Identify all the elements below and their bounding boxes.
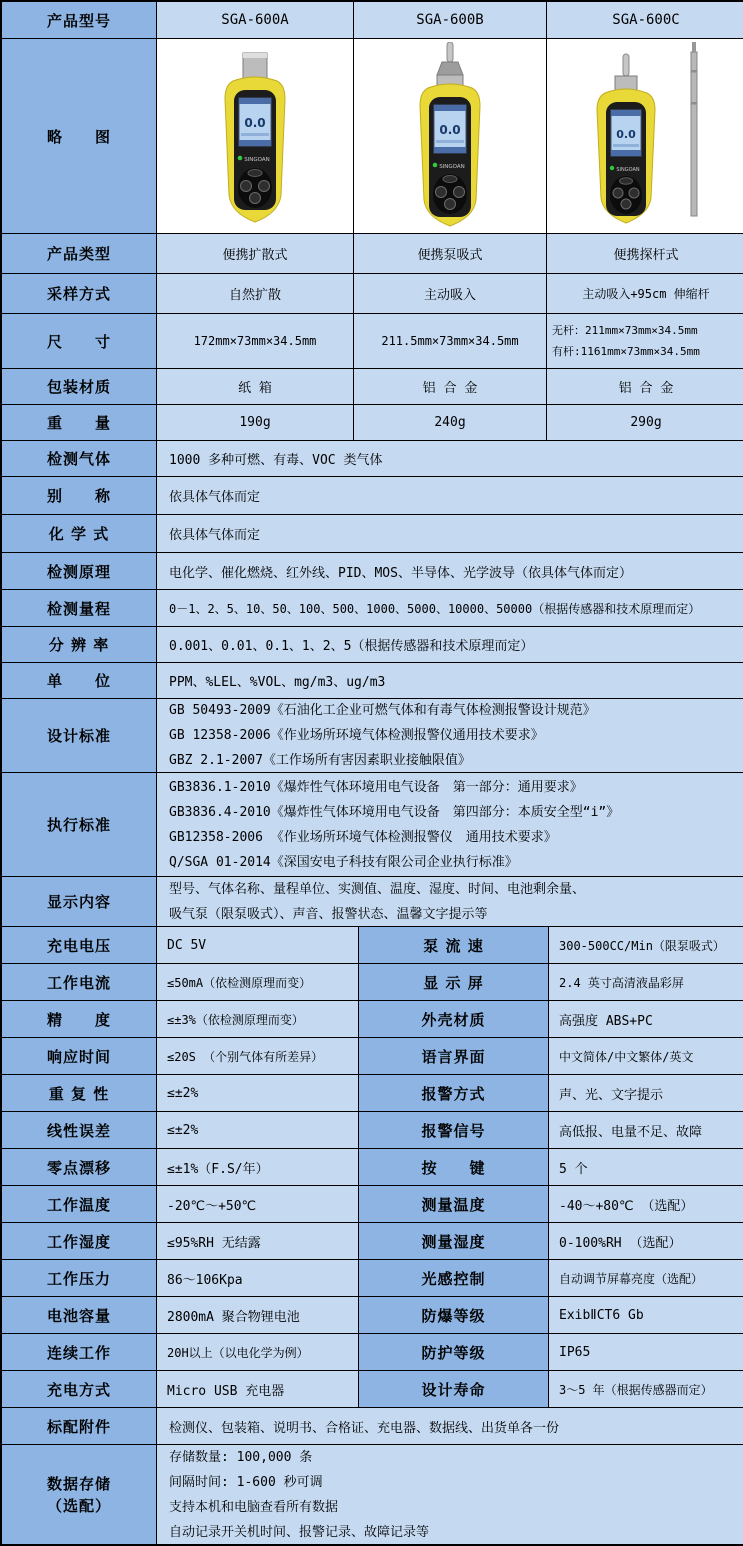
row-label: 分 辨 率 — [2, 627, 157, 662]
row-value-left: DC 5V — [157, 927, 359, 963]
row-design-standards — [2, 699, 741, 773]
row-response-time-language — [2, 1038, 741, 1075]
row-alias — [2, 477, 741, 515]
device-cell-b — [354, 39, 547, 233]
row-label: 设计标准 — [2, 699, 157, 772]
storage-label-line2: （选配） — [46, 1496, 111, 1515]
row-label-left: 响应时间 — [2, 1038, 157, 1074]
row-label: 重 量 — [2, 405, 157, 440]
row-value-left: Micro USB 充电器 — [157, 1371, 359, 1407]
row-label: 标配附件 — [2, 1408, 157, 1444]
row-value-right: 声、光、文字提示 — [549, 1075, 743, 1111]
row-label-left: 重 复 性 — [2, 1075, 157, 1111]
row-value-right: 5 个 — [549, 1149, 743, 1185]
row-label-left: 工作温度 — [2, 1186, 157, 1222]
storage-line: 支持本机和电脑查看所有数据 — [169, 1499, 339, 1515]
standard-line: Q/SGA 01-2014《深国安电子科技有限公司企业执行标准》 — [169, 854, 518, 870]
row-value-left: ≤±3%（依检测原理而变） — [157, 1001, 359, 1037]
row-value: 0.001、0.01、0.1、1、2、5（根据传感器和技术原理而定） — [157, 627, 743, 662]
row-value-right: -40～+80℃ （选配） — [549, 1186, 743, 1222]
row-value-right: 300-500CC/Min（限泵吸式） — [549, 927, 743, 963]
row-working-humidity-measure-humidity — [2, 1223, 741, 1260]
row-value-c — [547, 314, 743, 368]
row-display-content — [2, 877, 741, 927]
row-value-b: 240g — [354, 405, 547, 440]
row-label-right: 泵 流 速 — [359, 927, 549, 963]
model-name-b: SGA-600B — [354, 2, 547, 38]
row-label: 化 学 式 — [2, 515, 157, 552]
row-label-left: 零点漂移 — [2, 1149, 157, 1185]
row-label: 单 位 — [2, 663, 157, 698]
row-label — [2, 1445, 157, 1544]
row-value-right: 中文简体/中文繁体/英文 — [549, 1038, 743, 1074]
row-value-left: 86～106Kpa — [157, 1260, 359, 1296]
row-label: 检测气体 — [2, 441, 157, 476]
row-value-b: 铝 合 金 — [354, 369, 547, 404]
row-value-b: 主动吸入 — [354, 274, 547, 313]
row-label-right: 外壳材质 — [359, 1001, 549, 1037]
row-detection-principle — [2, 553, 741, 590]
display-content-line: 吸气泵（限泵吸式）、声音、报警状态、温馨文字提示等 — [169, 906, 488, 922]
row-value-right: 自动调节屏幕亮度（选配） — [549, 1260, 743, 1296]
row-label-right: 测量湿度 — [359, 1223, 549, 1259]
row-value — [157, 1445, 743, 1544]
row-label-left: 工作电流 — [2, 964, 157, 1000]
row-label-left: 充电方式 — [2, 1371, 157, 1407]
device-image-sga-600a — [157, 39, 353, 233]
row-value-left: -20℃～+50℃ — [157, 1186, 359, 1222]
device-image-sga-600c — [547, 39, 743, 233]
device-screen-value: 0.0 — [244, 116, 266, 130]
row-label-left: 连续工作 — [2, 1334, 157, 1370]
storage-line: 存储数量: 100,000 条 — [169, 1449, 313, 1465]
row-value-a: 自然扩散 — [157, 274, 354, 313]
row-value-right: 3～5 年（根据传感器而定） — [549, 1371, 743, 1407]
row-label-right: 语言界面 — [359, 1038, 549, 1074]
row-label-left: 工作湿度 — [2, 1223, 157, 1259]
row-data-storage — [2, 1445, 741, 1544]
row-label: 显示内容 — [2, 877, 157, 926]
row-label: 采样方式 — [2, 274, 157, 313]
row-working-temp-measure-temp — [2, 1186, 741, 1223]
row-label-right: 按 键 — [359, 1149, 549, 1185]
row-value-c: 主动吸入+95cm 伸缩杆 — [547, 274, 743, 313]
row-value — [157, 699, 743, 772]
row-label-right: 显 示 屏 — [359, 964, 549, 1000]
device-image-sga-600b — [354, 39, 546, 233]
row-label-right: 测量温度 — [359, 1186, 549, 1222]
device-screen-value: 0.0 — [439, 123, 461, 137]
device-cell-c — [547, 39, 743, 233]
row-label-right: 防护等级 — [359, 1334, 549, 1370]
row-label-right: 光感控制 — [359, 1260, 549, 1296]
standard-line: GB3836.4-2010《爆炸性气体环境用电气设备 第四部分：本质安全型“i”》 — [169, 804, 620, 820]
row-dimensions — [2, 314, 741, 369]
row-value-left: ≤±2% — [157, 1112, 359, 1148]
row-resolution — [2, 627, 741, 663]
sketch-label: 略 图 — [2, 39, 157, 233]
row-working-pressure-light-sensor — [2, 1260, 741, 1297]
row-value-left: ≤20S （个别气体有所差异） — [157, 1038, 359, 1074]
header-label: 产品型号 — [2, 2, 157, 38]
row-charging-voltage-pump-flow — [2, 927, 741, 964]
storage-line: 间隔时间: 1-600 秒可调 — [169, 1474, 323, 1490]
storage-line: 自动记录开关机时间、报警记录、故障记录等 — [169, 1524, 430, 1540]
row-linearity-alarm-signal — [2, 1112, 741, 1149]
row-label: 执行标准 — [2, 773, 157, 876]
row-value-right: 高强度 ABS+PC — [549, 1001, 743, 1037]
row-value-left: ≤95%RH 无结露 — [157, 1223, 359, 1259]
row-weight — [2, 405, 741, 441]
row-value-right: IP65 — [549, 1334, 743, 1370]
device-brand-text: SINGOAN — [439, 164, 465, 170]
row-value-b: 211.5mm×73mm×34.5mm — [354, 314, 547, 368]
row-value: 电化学、催化燃烧、红外线、PID、MOS、半导体、光学波导（依具体气体而定） — [157, 553, 743, 589]
standard-line: GB 50493-2009《石油化工企业可燃气体和有毒气体检测报警设计规范》 — [169, 703, 596, 718]
storage-label-line1: 数据存储 — [46, 1474, 111, 1493]
row-working-current-display — [2, 964, 741, 1001]
row-label-left: 充电电压 — [2, 927, 157, 963]
model-name-c: SGA-600C — [547, 2, 743, 38]
row-sampling-method — [2, 274, 741, 314]
row-value-a: 172mm×73mm×34.5mm — [157, 314, 354, 368]
row-label-right: 报警方式 — [359, 1075, 549, 1111]
row-value-left: ≤±2% — [157, 1075, 359, 1111]
row-label-right: 设计寿命 — [359, 1371, 549, 1407]
standard-line: GB 12358-2006《作业场所环境气体检测报警仪通用技术要求》 — [169, 728, 544, 743]
row-value-left: ≤±1%（F.S/年） — [157, 1149, 359, 1185]
row-label: 产品类型 — [2, 234, 157, 273]
row-value-a: 190g — [157, 405, 354, 440]
device-brand-text: SINGOAN — [244, 157, 270, 163]
row-value-right: 2.4 英寸高清液晶彩屏 — [549, 964, 743, 1000]
row-label-left: 电池容量 — [2, 1297, 157, 1333]
model-name-a: SGA-600A — [157, 2, 354, 38]
standard-line: GB3836.1-2010《爆炸性气体环境用电气设备 第一部分：通用要求》 — [169, 779, 583, 795]
row-execution-standards — [2, 773, 741, 877]
sketch-row — [2, 39, 741, 234]
row-detection-range — [2, 590, 741, 627]
row-product-type — [2, 234, 741, 274]
row-label: 检测量程 — [2, 590, 157, 626]
row-label: 尺 寸 — [2, 314, 157, 368]
row-unit — [2, 663, 741, 699]
row-value — [157, 773, 743, 876]
row-value: 依具体气体而定 — [157, 477, 743, 514]
row-label-right: 防爆等级 — [359, 1297, 549, 1333]
row-label: 包装材质 — [2, 369, 157, 404]
row-value: 检测仪、包装箱、说明书、合格证、充电器、数据线、出货单各一份 — [157, 1408, 743, 1444]
header-row — [2, 2, 741, 39]
row-zero-drift-buttons — [2, 1149, 741, 1186]
row-value — [157, 877, 743, 926]
telescopic-rod — [691, 52, 697, 216]
gas-detector-pump-icon — [390, 42, 510, 230]
row-value: PPM、%LEL、%VOL、mg/m3、ug/m3 — [157, 663, 743, 698]
row-label-left: 精 度 — [2, 1001, 157, 1037]
dimension-with-rod: 有杆:1161mm×73mm×34.5mm — [552, 345, 700, 358]
row-label: 检测原理 — [2, 553, 157, 589]
row-value-left: 20H以上（以电化学为例） — [157, 1334, 359, 1370]
row-value-a: 便携扩散式 — [157, 234, 354, 273]
standard-line: GBZ 2.1-2007《工作场所有害因素职业接触限值》 — [169, 753, 471, 768]
device-brand-text: SINGOAN — [616, 167, 640, 173]
row-standard-accessories — [2, 1408, 741, 1445]
row-continuous-work-protection — [2, 1334, 741, 1371]
gas-detector-diffusion-icon — [195, 45, 315, 227]
row-value-b: 便携泵吸式 — [354, 234, 547, 273]
row-repeatability-alarm-mode — [2, 1075, 741, 1112]
row-value-c: 290g — [547, 405, 743, 440]
row-value: 依具体气体而定 — [157, 515, 743, 552]
row-packaging — [2, 369, 741, 405]
row-value: 1000 多种可燃、有毒、VOC 类气体 — [157, 441, 743, 476]
row-value-a: 纸 箱 — [157, 369, 354, 404]
row-label-left: 线性误差 — [2, 1112, 157, 1148]
row-value: 0－1、2、5、10、50、100、500、1000、5000、10000、50000（根据传感器和技术原理而定） — [157, 590, 743, 626]
row-accuracy-housing — [2, 1001, 741, 1038]
row-value-left: 2800mA 聚合物锂电池 — [157, 1297, 359, 1333]
row-label-right: 报警信号 — [359, 1112, 549, 1148]
gas-detector-probe-icon — [571, 42, 721, 230]
display-content-line: 型号、气体名称、量程单位、实测值、温度、湿度、时间、电池剩余量、 — [169, 881, 586, 897]
row-value-right: ExibⅡCT6 Gb — [549, 1297, 743, 1333]
row-value-right: 0-100%RH （选配） — [549, 1223, 743, 1259]
device-cell-a — [157, 39, 354, 233]
row-value-left: ≤50mA（依检测原理而变） — [157, 964, 359, 1000]
standard-line: GB12358-2006 《作业场所环境气体检测报警仪 通用技术要求》 — [169, 829, 557, 845]
row-battery-explosion-proof — [2, 1297, 741, 1334]
row-label-left: 工作压力 — [2, 1260, 157, 1296]
row-value-c: 便携探杆式 — [547, 234, 743, 273]
row-value-right: 高低报、电量不足、故障 — [549, 1112, 743, 1148]
row-charging-method-design-life — [2, 1371, 741, 1408]
row-detected-gas — [2, 441, 741, 477]
device-screen-value: 0.0 — [616, 128, 636, 141]
row-chemical-formula — [2, 515, 741, 553]
row-label: 别 称 — [2, 477, 157, 514]
dimension-without-rod: 无杆：211mm×73mm×34.5mm — [552, 324, 698, 337]
row-value-c: 铝 合 金 — [547, 369, 743, 404]
